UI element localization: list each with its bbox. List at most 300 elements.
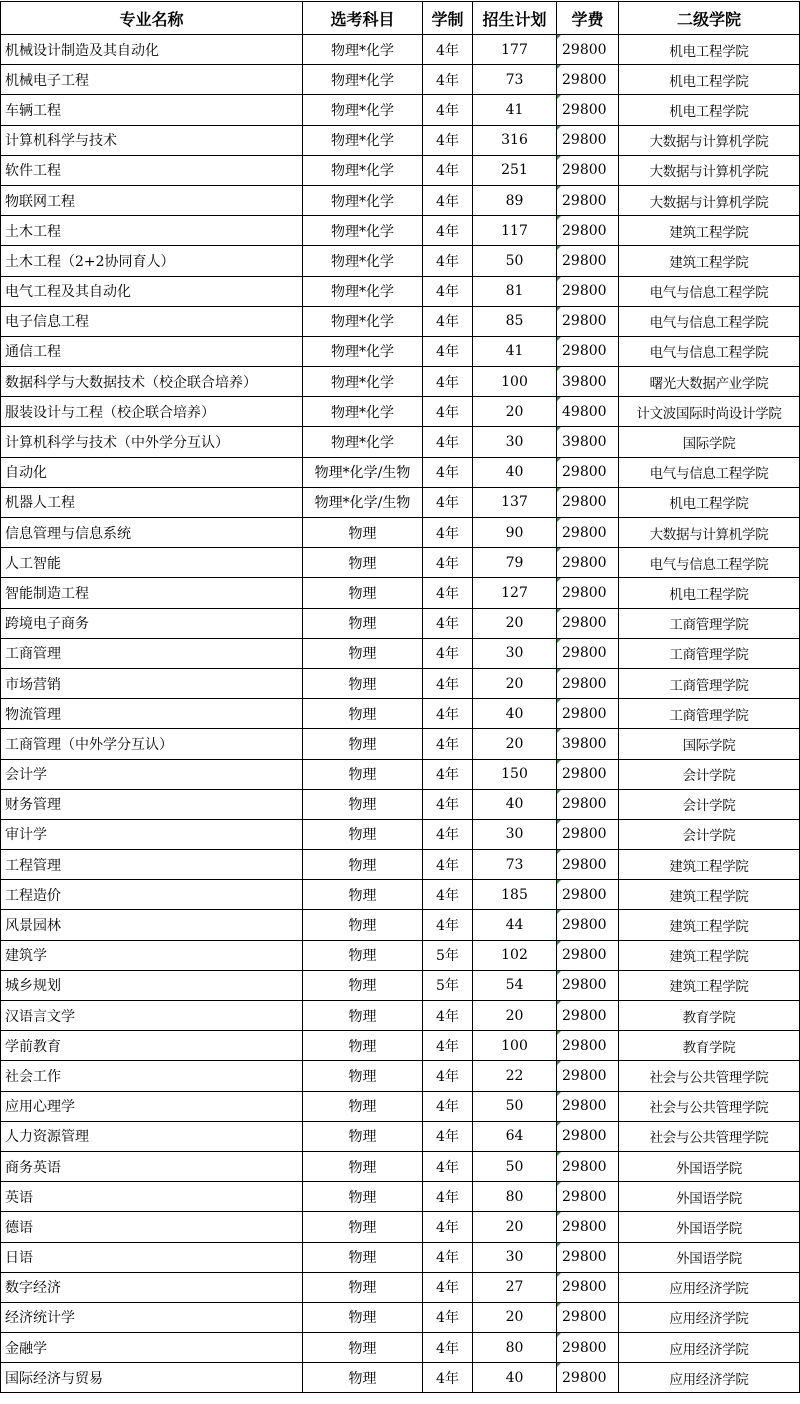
duration-cell: 4年 bbox=[423, 1333, 473, 1363]
duration-cell: 4年 bbox=[423, 1363, 473, 1393]
tuition-cell: 29800 bbox=[557, 1151, 619, 1181]
major-name-cell: 学前教育 bbox=[1, 1031, 303, 1061]
tuition-cell: 29800 bbox=[557, 1091, 619, 1121]
enrollment-plan-cell: 80 bbox=[473, 1182, 557, 1212]
major-name-cell: 城乡规划 bbox=[1, 970, 303, 1000]
college-cell: 应用经济学院 bbox=[619, 1333, 800, 1363]
major-name-cell: 机器人工程 bbox=[1, 487, 303, 517]
tuition-cell: 29800 bbox=[557, 487, 619, 517]
major-name-cell: 工程管理 bbox=[1, 850, 303, 880]
college-cell: 电气与信息工程学院 bbox=[619, 336, 800, 366]
duration-cell: 4年 bbox=[423, 910, 473, 940]
subjects-cell: 物理*化学 bbox=[303, 125, 423, 155]
college-cell: 建筑工程学院 bbox=[619, 246, 800, 276]
duration-cell: 4年 bbox=[423, 1061, 473, 1091]
college-cell: 机电工程学院 bbox=[619, 95, 800, 125]
duration-cell: 4年 bbox=[423, 699, 473, 729]
duration-cell: 4年 bbox=[423, 1031, 473, 1061]
college-cell: 外国语学院 bbox=[619, 1151, 800, 1181]
college-cell: 外国语学院 bbox=[619, 1182, 800, 1212]
college-cell: 电气与信息工程学院 bbox=[619, 548, 800, 578]
enrollment-plan-cell: 90 bbox=[473, 518, 557, 548]
duration-cell: 4年 bbox=[423, 65, 473, 95]
major-name-cell: 英语 bbox=[1, 1182, 303, 1212]
tuition-cell: 29800 bbox=[557, 518, 619, 548]
major-name-cell: 计算机科学与技术（中外学分互认） bbox=[1, 427, 303, 457]
tuition-cell: 29800 bbox=[557, 819, 619, 849]
duration-cell: 4年 bbox=[423, 578, 473, 608]
table-row bbox=[1, 125, 800, 155]
table-row bbox=[1, 578, 800, 608]
enrollment-plan-cell: 89 bbox=[473, 185, 557, 215]
table-row bbox=[1, 35, 800, 65]
tuition-cell: 29800 bbox=[557, 970, 619, 1000]
table-row bbox=[1, 699, 800, 729]
subjects-cell: 物理*化学 bbox=[303, 155, 423, 185]
duration-cell: 4年 bbox=[423, 216, 473, 246]
subjects-cell: 物理 bbox=[303, 1031, 423, 1061]
duration-cell: 5年 bbox=[423, 970, 473, 1000]
enrollment-plan-cell: 117 bbox=[473, 216, 557, 246]
subjects-cell: 物理*化学 bbox=[303, 336, 423, 366]
tuition-cell: 29800 bbox=[557, 1121, 619, 1151]
table-row bbox=[1, 427, 800, 457]
subjects-cell: 物理 bbox=[303, 910, 423, 940]
subjects-cell: 物理 bbox=[303, 1001, 423, 1031]
duration-cell: 4年 bbox=[423, 95, 473, 125]
major-name-cell: 日语 bbox=[1, 1242, 303, 1272]
tuition-cell: 29800 bbox=[557, 185, 619, 215]
subjects-cell: 物理 bbox=[303, 940, 423, 970]
major-name-cell: 市场营销 bbox=[1, 668, 303, 698]
tuition-cell: 29800 bbox=[557, 457, 619, 487]
college-cell: 大数据与计算机学院 bbox=[619, 518, 800, 548]
enrollment-plan-cell: 100 bbox=[473, 1031, 557, 1061]
enrollment-plan-cell: 79 bbox=[473, 548, 557, 578]
tuition-cell: 29800 bbox=[557, 155, 619, 185]
table-row bbox=[1, 1091, 800, 1121]
college-cell: 大数据与计算机学院 bbox=[619, 125, 800, 155]
college-cell: 工商管理学院 bbox=[619, 608, 800, 638]
table-row bbox=[1, 759, 800, 789]
subjects-cell: 物理 bbox=[303, 729, 423, 759]
major-name-cell: 风景园林 bbox=[1, 910, 303, 940]
table-row bbox=[1, 1272, 800, 1302]
college-cell: 会计学院 bbox=[619, 759, 800, 789]
enrollment-plan-cell: 316 bbox=[473, 125, 557, 155]
subjects-cell: 物理 bbox=[303, 1091, 423, 1121]
duration-cell: 4年 bbox=[423, 397, 473, 427]
duration-cell: 4年 bbox=[423, 125, 473, 155]
tuition-cell: 29800 bbox=[557, 216, 619, 246]
duration-cell: 4年 bbox=[423, 427, 473, 457]
major-name-cell: 商务英语 bbox=[1, 1151, 303, 1181]
major-name-cell: 会计学 bbox=[1, 759, 303, 789]
table-row bbox=[1, 276, 800, 306]
enrollment-plan-cell: 127 bbox=[473, 578, 557, 608]
enrollment-plan-cell: 40 bbox=[473, 699, 557, 729]
college-cell: 工商管理学院 bbox=[619, 699, 800, 729]
enrollment-plan-cell: 20 bbox=[473, 1212, 557, 1242]
table-row bbox=[1, 1151, 800, 1181]
duration-cell: 4年 bbox=[423, 185, 473, 215]
college-cell: 建筑工程学院 bbox=[619, 216, 800, 246]
tuition-cell: 29800 bbox=[557, 1272, 619, 1302]
table-row bbox=[1, 1001, 800, 1031]
subjects-cell: 物理 bbox=[303, 789, 423, 819]
college-cell: 教育学院 bbox=[619, 1031, 800, 1061]
table-row bbox=[1, 1182, 800, 1212]
major-name-cell: 土木工程（2+2协同育人） bbox=[1, 246, 303, 276]
major-name-cell: 数字经济 bbox=[1, 1272, 303, 1302]
subjects-cell: 物理 bbox=[303, 1061, 423, 1091]
college-cell: 应用经济学院 bbox=[619, 1302, 800, 1332]
college-cell: 机电工程学院 bbox=[619, 578, 800, 608]
tuition-cell: 29800 bbox=[557, 910, 619, 940]
enrollment-plan-cell: 73 bbox=[473, 850, 557, 880]
major-name-cell: 机械设计制造及其自动化 bbox=[1, 35, 303, 65]
subjects-cell: 物理*化学 bbox=[303, 95, 423, 125]
duration-cell: 4年 bbox=[423, 1151, 473, 1181]
duration-cell: 4年 bbox=[423, 276, 473, 306]
college-cell: 机电工程学院 bbox=[619, 487, 800, 517]
tuition-cell: 29800 bbox=[557, 1333, 619, 1363]
enrollment-plan-cell: 54 bbox=[473, 970, 557, 1000]
table-row bbox=[1, 1212, 800, 1242]
table-row bbox=[1, 246, 800, 276]
subjects-cell: 物理 bbox=[303, 1302, 423, 1332]
table-row bbox=[1, 155, 800, 185]
duration-cell: 4年 bbox=[423, 548, 473, 578]
major-name-cell: 工商管理 bbox=[1, 638, 303, 668]
table-row bbox=[1, 1121, 800, 1151]
table-row bbox=[1, 789, 800, 819]
duration-cell: 4年 bbox=[423, 880, 473, 910]
subjects-cell: 物理 bbox=[303, 970, 423, 1000]
major-name-cell: 国际经济与贸易 bbox=[1, 1363, 303, 1393]
subjects-cell: 物理*化学/生物 bbox=[303, 487, 423, 517]
table-row bbox=[1, 216, 800, 246]
enrollment-plan-cell: 150 bbox=[473, 759, 557, 789]
table-row bbox=[1, 457, 800, 487]
enrollment-plan-cell: 41 bbox=[473, 95, 557, 125]
subjects-cell: 物理*化学 bbox=[303, 246, 423, 276]
enrollment-plan-cell: 20 bbox=[473, 1001, 557, 1031]
college-cell: 电气与信息工程学院 bbox=[619, 276, 800, 306]
duration-cell: 4年 bbox=[423, 819, 473, 849]
duration-cell: 4年 bbox=[423, 1001, 473, 1031]
tuition-cell: 29800 bbox=[557, 1182, 619, 1212]
tuition-cell: 29800 bbox=[557, 125, 619, 155]
duration-cell: 4年 bbox=[423, 306, 473, 336]
header-subjects: 选考科目 bbox=[303, 2, 423, 35]
duration-cell: 4年 bbox=[423, 1212, 473, 1242]
duration-cell: 4年 bbox=[423, 729, 473, 759]
duration-cell: 4年 bbox=[423, 850, 473, 880]
tuition-cell: 29800 bbox=[557, 880, 619, 910]
tuition-cell: 29800 bbox=[557, 940, 619, 970]
duration-cell: 4年 bbox=[423, 668, 473, 698]
major-name-cell: 自动化 bbox=[1, 457, 303, 487]
header-duration: 学制 bbox=[423, 2, 473, 35]
duration-cell: 4年 bbox=[423, 1091, 473, 1121]
enrollment-plan-cell: 185 bbox=[473, 880, 557, 910]
major-name-cell: 电子信息工程 bbox=[1, 306, 303, 336]
tuition-cell: 29800 bbox=[557, 246, 619, 276]
enrollment-plan-cell: 40 bbox=[473, 789, 557, 819]
subjects-cell: 物理*化学 bbox=[303, 216, 423, 246]
duration-cell: 4年 bbox=[423, 1182, 473, 1212]
tuition-cell: 29800 bbox=[557, 789, 619, 819]
college-cell: 教育学院 bbox=[619, 1001, 800, 1031]
college-cell: 国际学院 bbox=[619, 729, 800, 759]
tuition-cell: 49800 bbox=[557, 397, 619, 427]
major-name-cell: 人力资源管理 bbox=[1, 1121, 303, 1151]
table-row bbox=[1, 1242, 800, 1272]
enrollment-plan-cell: 64 bbox=[473, 1121, 557, 1151]
enrollment-plan-cell: 40 bbox=[473, 457, 557, 487]
subjects-cell: 物理 bbox=[303, 1363, 423, 1393]
enrollment-plan-cell: 50 bbox=[473, 246, 557, 276]
table-row bbox=[1, 850, 800, 880]
major-name-cell: 计算机科学与技术 bbox=[1, 125, 303, 155]
header-tuition: 学费 bbox=[557, 2, 619, 35]
duration-cell: 4年 bbox=[423, 1242, 473, 1272]
college-cell: 会计学院 bbox=[619, 789, 800, 819]
subjects-cell: 物理 bbox=[303, 1182, 423, 1212]
major-name-cell: 建筑学 bbox=[1, 940, 303, 970]
tuition-cell: 29800 bbox=[557, 35, 619, 65]
tuition-cell: 29800 bbox=[557, 1212, 619, 1242]
subjects-cell: 物理*化学 bbox=[303, 185, 423, 215]
subjects-cell: 物理 bbox=[303, 1151, 423, 1181]
major-name-cell: 物联网工程 bbox=[1, 185, 303, 215]
duration-cell: 4年 bbox=[423, 1121, 473, 1151]
enrollment-plan-cell: 80 bbox=[473, 1333, 557, 1363]
enrollment-plan-cell: 100 bbox=[473, 367, 557, 397]
table-row bbox=[1, 65, 800, 95]
table-row bbox=[1, 1031, 800, 1061]
table-row bbox=[1, 487, 800, 517]
table-row bbox=[1, 940, 800, 970]
subjects-cell: 物理 bbox=[303, 1272, 423, 1302]
tuition-cell: 29800 bbox=[557, 638, 619, 668]
college-cell: 建筑工程学院 bbox=[619, 940, 800, 970]
enrollment-plan-cell: 20 bbox=[473, 668, 557, 698]
enrollment-plan-cell: 30 bbox=[473, 427, 557, 457]
tuition-cell: 29800 bbox=[557, 699, 619, 729]
tuition-cell: 29800 bbox=[557, 1363, 619, 1393]
tuition-cell: 29800 bbox=[557, 276, 619, 306]
duration-cell: 5年 bbox=[423, 940, 473, 970]
duration-cell: 4年 bbox=[423, 457, 473, 487]
subjects-cell: 物理*化学 bbox=[303, 276, 423, 306]
subjects-cell: 物理*化学/生物 bbox=[303, 457, 423, 487]
major-name-cell: 跨境电子商务 bbox=[1, 608, 303, 638]
enrollment-plan-cell: 30 bbox=[473, 819, 557, 849]
duration-cell: 4年 bbox=[423, 246, 473, 276]
table-row bbox=[1, 185, 800, 215]
duration-cell: 4年 bbox=[423, 608, 473, 638]
college-cell: 大数据与计算机学院 bbox=[619, 185, 800, 215]
subjects-cell: 物理 bbox=[303, 608, 423, 638]
college-cell: 建筑工程学院 bbox=[619, 850, 800, 880]
college-cell: 曙光大数据产业学院 bbox=[619, 367, 800, 397]
college-cell: 工商管理学院 bbox=[619, 668, 800, 698]
enrollment-plan-cell: 102 bbox=[473, 940, 557, 970]
college-cell: 电气与信息工程学院 bbox=[619, 306, 800, 336]
major-name-cell: 通信工程 bbox=[1, 336, 303, 366]
college-cell: 应用经济学院 bbox=[619, 1272, 800, 1302]
subjects-cell: 物理*化学 bbox=[303, 397, 423, 427]
college-cell: 社会与公共管理学院 bbox=[619, 1061, 800, 1091]
subjects-cell: 物理 bbox=[303, 699, 423, 729]
enrollment-plan-cell: 20 bbox=[473, 397, 557, 427]
table-row bbox=[1, 1363, 800, 1393]
major-name-cell: 经济统计学 bbox=[1, 1302, 303, 1332]
college-cell: 应用经济学院 bbox=[619, 1363, 800, 1393]
enrollment-plan-cell: 251 bbox=[473, 155, 557, 185]
major-name-cell: 金融学 bbox=[1, 1333, 303, 1363]
tuition-cell: 29800 bbox=[557, 548, 619, 578]
major-name-cell: 服装设计与工程（校企联合培养） bbox=[1, 397, 303, 427]
enrollment-plan-cell: 50 bbox=[473, 1151, 557, 1181]
college-cell: 机电工程学院 bbox=[619, 35, 800, 65]
subjects-cell: 物理 bbox=[303, 578, 423, 608]
subjects-cell: 物理*化学 bbox=[303, 367, 423, 397]
enrollment-plan-cell: 44 bbox=[473, 910, 557, 940]
table-row bbox=[1, 970, 800, 1000]
tuition-cell: 29800 bbox=[557, 608, 619, 638]
major-name-cell: 电气工程及其自动化 bbox=[1, 276, 303, 306]
enrollment-plan-cell: 20 bbox=[473, 608, 557, 638]
tuition-cell: 29800 bbox=[557, 1061, 619, 1091]
enrollment-plan-cell: 85 bbox=[473, 306, 557, 336]
major-name-cell: 车辆工程 bbox=[1, 95, 303, 125]
table-row bbox=[1, 367, 800, 397]
subjects-cell: 物理*化学 bbox=[303, 427, 423, 457]
tuition-cell: 29800 bbox=[557, 759, 619, 789]
major-name-cell: 汉语言文学 bbox=[1, 1001, 303, 1031]
header-row bbox=[1, 2, 800, 35]
table-row bbox=[1, 306, 800, 336]
tuition-cell: 29800 bbox=[557, 306, 619, 336]
major-name-cell: 应用心理学 bbox=[1, 1091, 303, 1121]
duration-cell: 4年 bbox=[423, 1272, 473, 1302]
college-cell: 社会与公共管理学院 bbox=[619, 1091, 800, 1121]
subjects-cell: 物理 bbox=[303, 638, 423, 668]
college-cell: 建筑工程学院 bbox=[619, 910, 800, 940]
college-cell: 机电工程学院 bbox=[619, 65, 800, 95]
table-body bbox=[1, 35, 800, 1393]
subjects-cell: 物理*化学 bbox=[303, 65, 423, 95]
enrollment-plan-cell: 40 bbox=[473, 1363, 557, 1393]
tuition-cell: 39800 bbox=[557, 427, 619, 457]
subjects-cell: 物理 bbox=[303, 1121, 423, 1151]
tuition-cell: 29800 bbox=[557, 65, 619, 95]
subjects-cell: 物理 bbox=[303, 850, 423, 880]
college-cell: 大数据与计算机学院 bbox=[619, 155, 800, 185]
major-name-cell: 土木工程 bbox=[1, 216, 303, 246]
major-name-cell: 机械电子工程 bbox=[1, 65, 303, 95]
table-row bbox=[1, 668, 800, 698]
major-name-cell: 智能制造工程 bbox=[1, 578, 303, 608]
tuition-cell: 29800 bbox=[557, 850, 619, 880]
enrollment-plan-cell: 20 bbox=[473, 729, 557, 759]
tuition-cell: 29800 bbox=[557, 1001, 619, 1031]
major-name-cell: 审计学 bbox=[1, 819, 303, 849]
tuition-cell: 29800 bbox=[557, 95, 619, 125]
table-row bbox=[1, 1333, 800, 1363]
major-name-cell: 工程造价 bbox=[1, 880, 303, 910]
enrollment-plan-cell: 41 bbox=[473, 336, 557, 366]
enrollment-plan-cell: 137 bbox=[473, 487, 557, 517]
tuition-cell: 29800 bbox=[557, 668, 619, 698]
tuition-cell: 29800 bbox=[557, 336, 619, 366]
duration-cell: 4年 bbox=[423, 155, 473, 185]
table-row bbox=[1, 910, 800, 940]
major-name-cell: 财务管理 bbox=[1, 789, 303, 819]
tuition-cell: 29800 bbox=[557, 578, 619, 608]
college-cell: 外国语学院 bbox=[619, 1242, 800, 1272]
major-name-cell: 数据科学与大数据技术（校企联合培养） bbox=[1, 367, 303, 397]
duration-cell: 4年 bbox=[423, 518, 473, 548]
subjects-cell: 物理 bbox=[303, 880, 423, 910]
major-name-cell: 信息管理与信息系统 bbox=[1, 518, 303, 548]
college-cell: 外国语学院 bbox=[619, 1212, 800, 1242]
duration-cell: 4年 bbox=[423, 367, 473, 397]
major-name-cell: 软件工程 bbox=[1, 155, 303, 185]
header-college: 二级学院 bbox=[619, 2, 800, 35]
subjects-cell: 物理 bbox=[303, 1242, 423, 1272]
subjects-cell: 物理 bbox=[303, 759, 423, 789]
duration-cell: 4年 bbox=[423, 638, 473, 668]
enrollment-plan-cell: 50 bbox=[473, 1091, 557, 1121]
enrollment-plan-cell: 30 bbox=[473, 638, 557, 668]
duration-cell: 4年 bbox=[423, 759, 473, 789]
table-row bbox=[1, 729, 800, 759]
college-cell: 计文波国际时尚设计学院 bbox=[619, 397, 800, 427]
table-row bbox=[1, 1061, 800, 1091]
duration-cell: 4年 bbox=[423, 789, 473, 819]
subjects-cell: 物理*化学 bbox=[303, 306, 423, 336]
enrollment-plan-cell: 30 bbox=[473, 1242, 557, 1272]
tuition-cell: 29800 bbox=[557, 1242, 619, 1272]
enrollment-plan-cell: 22 bbox=[473, 1061, 557, 1091]
college-cell: 电气与信息工程学院 bbox=[619, 457, 800, 487]
enrollment-plan-cell: 27 bbox=[473, 1272, 557, 1302]
table-row bbox=[1, 1302, 800, 1332]
table-row bbox=[1, 608, 800, 638]
tuition-cell: 29800 bbox=[557, 1031, 619, 1061]
college-cell: 国际学院 bbox=[619, 427, 800, 457]
college-cell: 会计学院 bbox=[619, 819, 800, 849]
college-cell: 建筑工程学院 bbox=[619, 880, 800, 910]
college-cell: 社会与公共管理学院 bbox=[619, 1121, 800, 1151]
table-row bbox=[1, 819, 800, 849]
duration-cell: 4年 bbox=[423, 1302, 473, 1332]
enrollment-plan-cell: 20 bbox=[473, 1302, 557, 1332]
header-enrollment-plan: 招生计划 bbox=[473, 2, 557, 35]
enrollment-plan-cell: 73 bbox=[473, 65, 557, 95]
duration-cell: 4年 bbox=[423, 487, 473, 517]
table-row bbox=[1, 548, 800, 578]
major-name-cell: 人工智能 bbox=[1, 548, 303, 578]
major-name-cell: 社会工作 bbox=[1, 1061, 303, 1091]
table-row bbox=[1, 95, 800, 125]
major-name-cell: 德语 bbox=[1, 1212, 303, 1242]
table-row bbox=[1, 638, 800, 668]
